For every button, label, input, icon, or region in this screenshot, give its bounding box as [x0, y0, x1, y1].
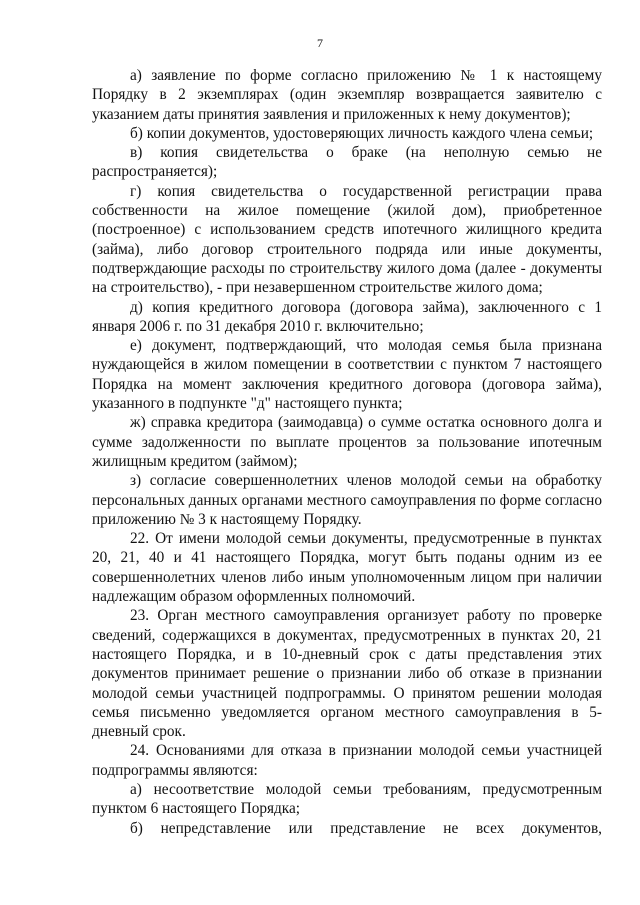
paragraph-clause-23: 23. Орган местного самоуправления организует работу по проверке сведений, содержащихся в документах, предусмотренных в пунктах 20, 21 настоящего Порядка, и в 10-дневный срок с даты представления этих документов принимает решение о признании либо об отказе в признании молодой семьи участницей подпрограммы. О принятом решении молодая семья письменно уведомляется органом местного самоуправления в 5-дневный срок.	[92, 607, 602, 741]
paragraph-clause-24: 24. Основаниями для отказа в признании молодой семьи участницей подпрограммы являются:	[92, 742, 602, 779]
paragraph-refusal-item-b: б) непредставление или представление не всех документов,	[130, 819, 602, 837]
paragraph-item-v-marriage-certificate: в) копия свидетельства о браке (на неполную семью не распространяется);	[92, 144, 602, 181]
paragraph-item-b-identity-copies: б) копии документов, удостоверяющих личность каждого члена семьи;	[130, 124, 594, 142]
paragraph-refusal-item-a: а) несоответствие молодой семьи требованиям, предусмотренным пунктом 6 настоящего Порядка;	[92, 780, 602, 818]
paragraph-item-zh-creditor-statement: ж) справка кредитора (заимодавца) о сумме остатка основного долга и сумме задолженности по выплате процентов за пользование ипотечным жилищным кредитом (займом);	[92, 414, 602, 470]
paragraph-item-z-data-consent: з) согласие совершеннолетних членов молодой семьи на обработку персональных данных органами местного самоуправления по форме согласно приложению № 3 к настоящему Порядку.	[92, 472, 602, 528]
page-number: 7	[317, 36, 323, 50]
paragraph-item-e-housing-need-document: е) документ, подтверждающий, что молодая семья была признана нуждающейся в жилом помещении в соответствии с пунктом 7 настоящего Порядка на момент заключения кредитного договора (договора займа), указанного в подпункте "д" настоящего пункта;	[92, 337, 602, 413]
paragraph-item-a-application: а) заявление по форме согласно приложению № 1 к настоящему Порядку в 2 экземплярах (один экземпляр возвращается заявителю с указанием даты принятия заявления и приложенных к нему документов);	[92, 67, 602, 123]
paragraph-item-d-credit-agreement: д) копия кредитного договора (договора займа), заключенного с 1 января 2006 г. по 31 декабря 2010 г. включительно;	[92, 298, 602, 335]
paragraph-clause-22: 22. От имени молодой семьи документы, предусмотренные в пунктах 20, 21, 40 и 41 настоящего Порядка, могут быть поданы одним из ее совершеннолетних членов либо иным уполномоченным лицом при наличии надлежащим образом оформленных полномочий.	[92, 530, 602, 606]
paragraph-item-g-ownership-certificate: г) копия свидетельства о государственной регистрации права собственности на жилое помещение (жилой дом), приобретенное (построенное) с использованием средств ипотечного жилищного кредита (займа), либо договор строительного подряда или иные документы, подтверждающие расходы по строительству жилого дома (далее - документы на строительство), - при незавершенном строительстве жилого дома;	[92, 182, 602, 297]
document-body	[92, 66, 602, 838]
